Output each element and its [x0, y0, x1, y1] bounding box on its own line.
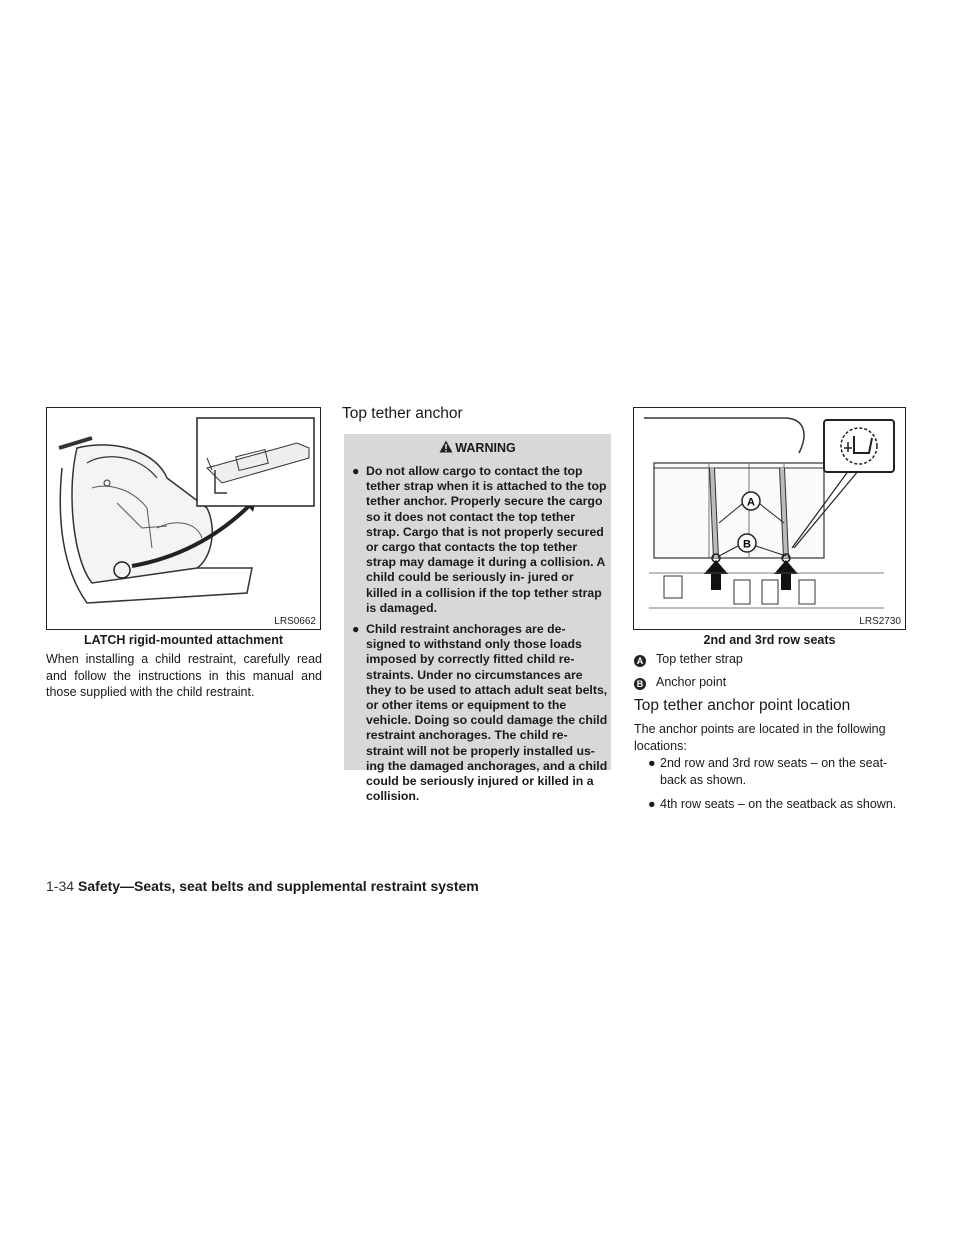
location-list: [634, 755, 906, 820]
figure-caption: 2nd and 3rd row seats: [703, 633, 836, 647]
location-item-text: 4th row seats – on the seatback as shown.: [660, 797, 897, 811]
tether-figure: [633, 407, 906, 630]
location-intro: The anchor points are located in the following locations:: [634, 722, 886, 753]
legend-label: Anchor point: [656, 675, 727, 689]
warning-item: [352, 464, 608, 616]
legend-item-b: [634, 675, 726, 690]
figure-caption: LATCH rigid-mounted attachment: [83, 633, 284, 647]
figure-code: LRS2730: [859, 616, 901, 627]
warning-box: [344, 434, 611, 804]
bullet-icon: ●: [648, 756, 656, 770]
legend-item-a: [634, 652, 743, 667]
bullet-icon: ●: [648, 797, 656, 811]
warning-header: [344, 440, 611, 455]
figure-code: LRS0662: [274, 616, 316, 627]
warning-item: [352, 622, 608, 804]
warning-item-text: Do not allow cargo to contact the top tether strap when it is attached to the top tether anchor. Properly secure the cargo so it does not contact the top tether strap. Cargo that is not properly secured or cargo that contacts the top tether strap may damage it during a collision. A child could be seriously in- jured or killed in a collision if the top tether strap is damaged.: [366, 464, 607, 615]
warning-item-text: Child restraint anchorages are de- signed to withstand only those loads imposed by correctly fitted child re- straints. Under no circumstances are they to be used to attach adult seat belts, or other items or equipment to the vehicle. Doing so could damage the child restraint anchorages. The child re- straint will not be properly installed us- ing the damaged anchorages, and a child could be seriously injured or killed in a collision.: [366, 622, 608, 804]
legend-key-a: A: [634, 655, 646, 667]
warning-list: [352, 464, 608, 810]
page-footer: [46, 878, 479, 894]
warning-title: WARNING: [455, 441, 516, 455]
bullet-icon: ●: [352, 622, 360, 637]
page-number: 1-34: [46, 878, 75, 894]
section-title: Safety—Seats, seat belts and supplemental restraint system: [78, 878, 479, 894]
location-item-text: 2nd row and 3rd row seats – on the seat- back as shown.: [660, 756, 888, 787]
bullet-icon: ●: [352, 464, 360, 478]
section-heading-anchor-location: Top tether anchor point location: [634, 697, 851, 714]
location-item: [634, 796, 906, 813]
warning-triangle-icon: [439, 440, 453, 453]
latch-illustration: [47, 408, 321, 630]
section-heading-top-tether: Top tether anchor: [342, 405, 463, 422]
legend-label: Top tether strap: [656, 652, 743, 666]
latch-figure: [46, 407, 321, 630]
callout-a-label: A: [747, 496, 755, 509]
intro-paragraph: When installing a child restraint, carefully read and follow the instructions in this manual and those supplied with the child restraint.: [46, 652, 322, 699]
location-item: [634, 755, 906, 789]
callout-b-label: B: [743, 538, 751, 551]
legend-key-b: B: [634, 678, 646, 690]
tether-illustration: [634, 408, 906, 630]
